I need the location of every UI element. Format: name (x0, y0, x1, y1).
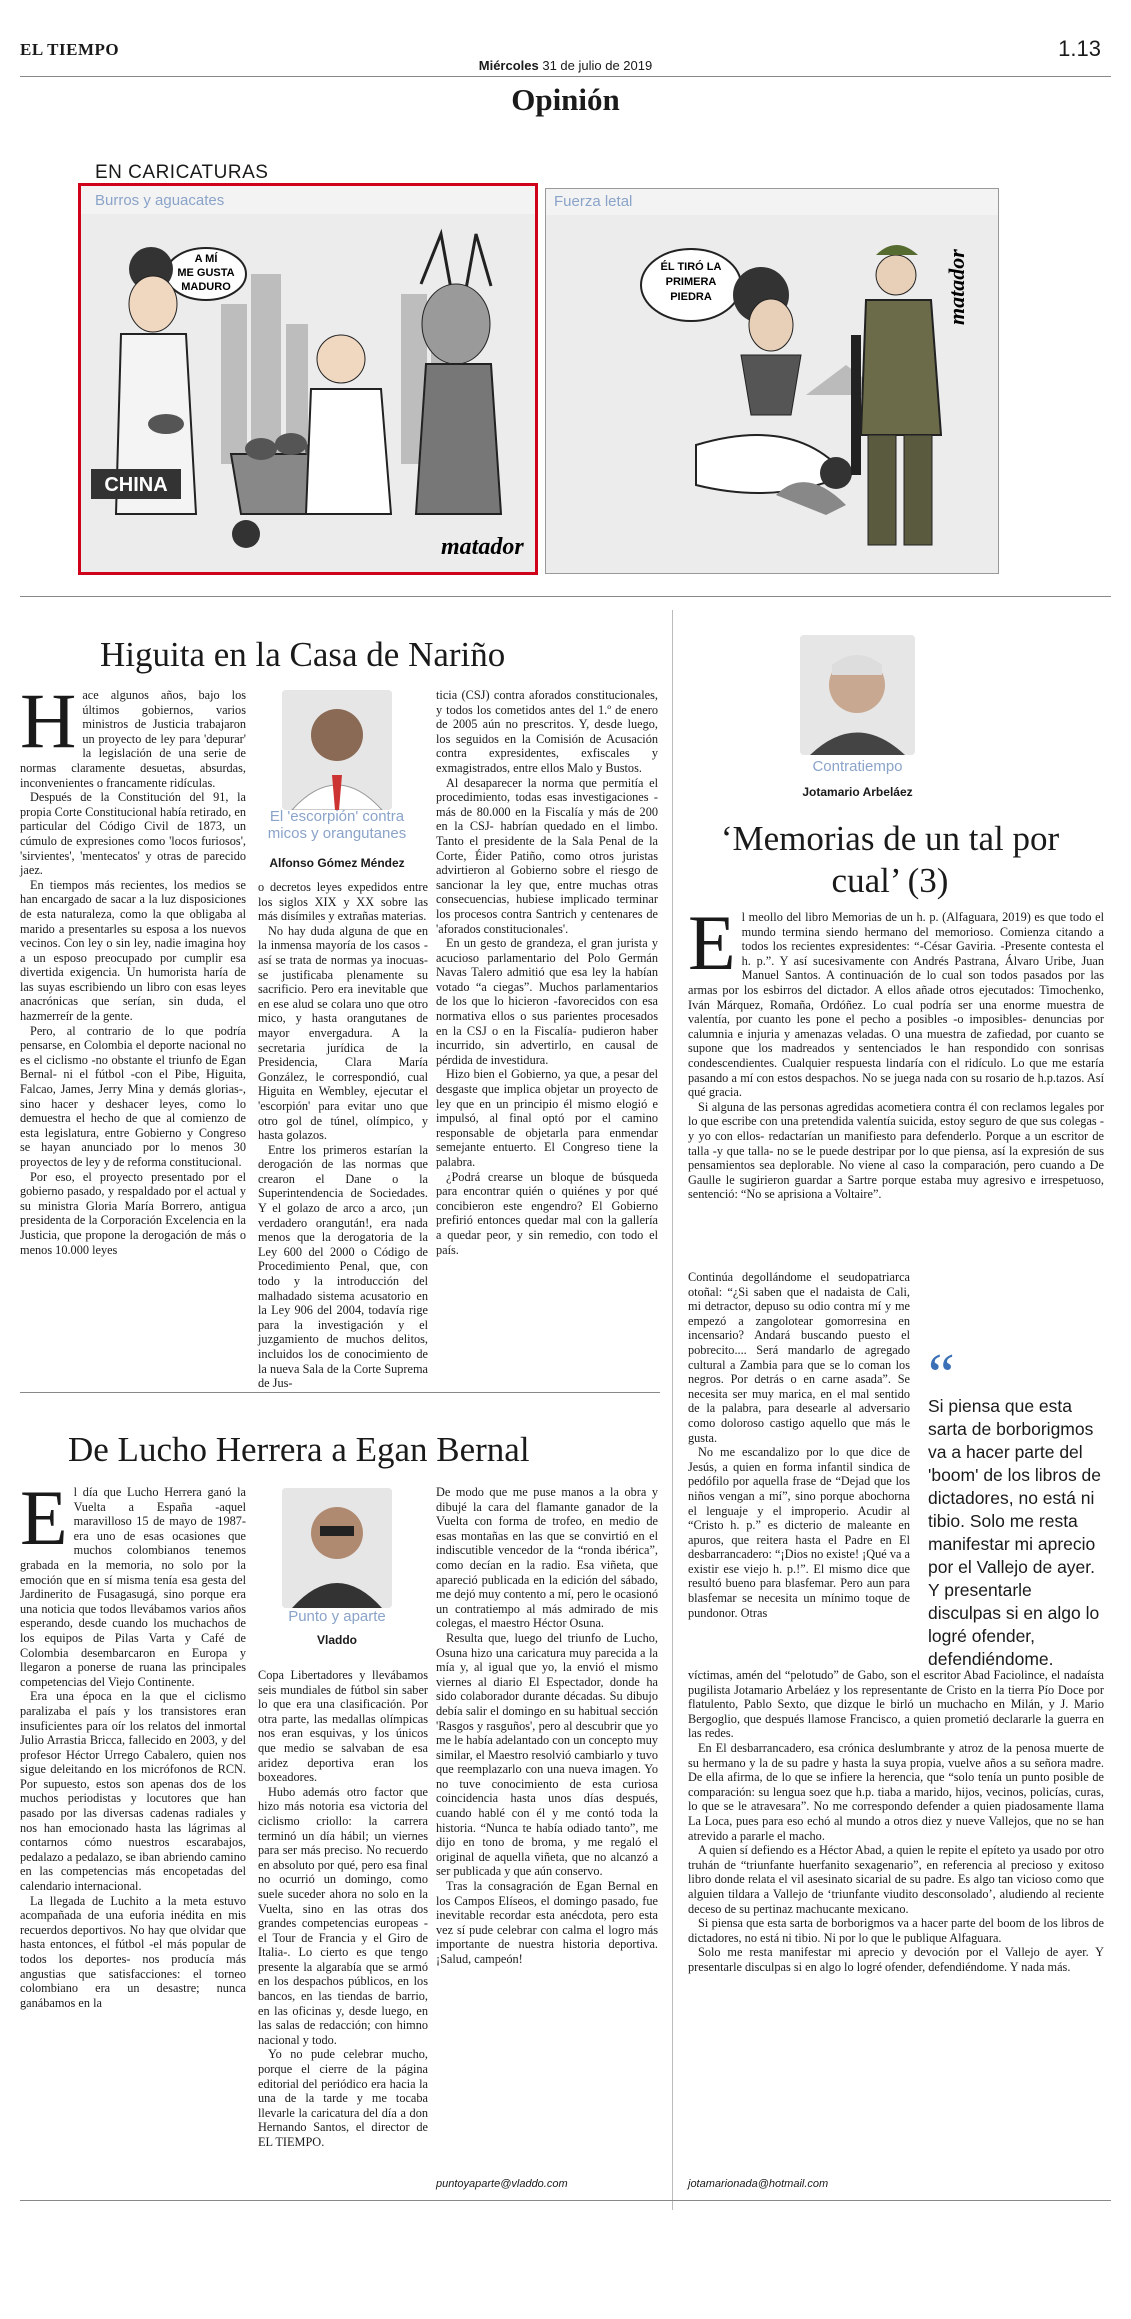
paragraph: La llegada de Luchito a la meta estuvo acompañada de una euforia inédita en mis recuerdos deportivos. No hay que olvidar que hasta entonces, el fútbol -el más popular de todos los deportes- nos producía más angustias que satisfacciones: el torneo colombiano era un desastre; nunca ganábamos en la (20, 1893, 246, 2010)
paragraph: En tiempos más recientes, los medios se han encargado de sacar a la luz disposiciones de esta naturaleza, como la que obligaba al marido a presentarles su esposa a los nuevos vecinos. Con ley o sin ley, nadie imagina hoy a un esposo preocupado por cumplir esa divertida exigencia. Un humorista haría de las suyas escribiendo un libro con esas leyes anacrónicas que serían, sin duda, el hazmerreír de la gente. (20, 877, 246, 1024)
paragraph: víctimas, amén del “pelotudo” de Gabo, son el escritor Abad Faciolince, el nadaísta pugilista Jotamario Arbeláez y los representante de Cristo en la tierra Pío Doce por flatulento, Pablo Sexto, que dizque le birló un muchacho en Milán, y J. Mario Bergoglio, que después llamose Francisco, a quien prometió declararle la guerra en las redes. (688, 1668, 1104, 1741)
header-rule (20, 76, 1111, 77)
article1-headline: Higuita en la Casa de Nariño (100, 635, 506, 674)
date-day: Miércoles (478, 58, 539, 73)
paragraph: Tras la consagración de Egan Bernal en los Campos Elíseos, el domingo pasado, fue inevitable recordar esta anécdota, pero esta vez sí pude celebrar con calma el logro más importante de nuestra historia deportiva. ¡Salud, campeón! (436, 1879, 658, 1966)
author-photo-gomez (282, 690, 392, 810)
paragraph: Al desaparecer la norma que permitía el procedimiento, todas esas investigaciones -más de 80.000 en la Fiscalía y más de 200 en la CSJ- habrían quedado en el limbo. Tanto el presidente de la Sala Penal de la Corte, Éider Patiño, como otros juristas advirtieron al Gobierno sobre el riesgo de sancionar la ley que, entre muchas otras consecuencias, hubiese implicado terminar los procesos contra Santrich y centenares de 'aforados constitucionales'. (436, 775, 658, 936)
paragraph: Después de la Constitución del 91, la propia Corte Constitucional había retirado, en particular del Código Civil de 1873, un cúmulo de expresiones como 'locos furiosos', 'sirvientes', 'mentecatos' y otras de parecido jaez. (20, 790, 246, 878)
article1-col1 (20, 677, 246, 1257)
svg-text:MADURO: MADURO (181, 281, 231, 293)
paragraph: De modo que me puse manos a la obra y dibujé la cara del flamante ganador de la Vuelta con forma de trofeo, en medio de esas montañas en las que se convirtió en el indiscutible vencedor de la “ronda ibérica”, como decían en la radio. Esa viñeta, que apareció publicada en la edición del sábado, me dejó muy contento a mí, pero le ocasionó un contratiempo al más admirado de mis colegas, el maestro Héctor Osuna. (436, 1485, 658, 1631)
paragraph: Pero, al contrario de lo que podría pensarse, en Colombia el deporte nacional no es el ciclismo -no obstante el triunfo de Egan Bernal- ni el fútbol -con el Pibe, Higuita, Falcao, James, Jerry Mina y demás glorias-, sino hacer y deshacer leyes, como lo demuestra el hecho de que al comienzo de esta legislatura, entre Gobierno y Congreso se hayan anunciado por lo menos 30 proyectos de ley y de reforma constitucional. (20, 1023, 246, 1169)
column-separator (672, 610, 673, 2210)
dropcap: E (688, 899, 736, 986)
pull-quote (928, 1342, 1106, 1671)
column-name: Contratiempo (812, 758, 903, 775)
paragraph: No me escandalizo por lo que dice de Jesús, a quien en forma infantil sindica de pedófilo por aquella frase de “Dejad que los niños vengan a mí”, sino porque abochorna el lenguaje y el improperio. Acudir al “Cristo h. p.” es dicterio de maleante en apuros, que reitera hasta el Padre en El desbarrancadero: “¡Dios no existe! ¡Qué va a existir ese viejo h. p.!”. El mismo dice que resultó bueno para blasfemar. Pero aun para blasfemar se necesita un mínimo toque de pundonor. Otras (688, 1445, 910, 1620)
paragraph: l meollo del libro Memorias de un h. p. (Alfaguara, 2019) es que todo el mundo termina siendo hermano del memorioso. Comienza citando a todos los recientes expresidentes: “-César Gaviria. -Presente contesta el h. p.”. Y así sucesivamente con Andrés Pastrana, Álvaro Uribe, Juan Manuel Santos. A continuación de lo cual son todos pasados por las armas por los esbirros del dictador. A ellos añade otros ejecutados: Timochenko, Iván Márquez, Romaña, Ordóñez. Lo cual podría ser una enorme muestra de valentía, por cuanto les pone el pecho a posibles -o imposibles- denuncias por calumnia e injuria y amenazas veladas. O una muestra de zafiedad, por cuanto se supone que los madreados y sentenciados le han respondido con sonrisas condescendientes. Cualquier respuesta lindaría con el ridículo. Lo que me estaría pasando a mí con estos despachos. No se juega nada con su rosario de h.p.tazos. Así qué gracia. (688, 910, 1104, 1100)
article2-headline: De Lucho Herrera a Egan Bernal (68, 1430, 530, 1469)
date-rest: 31 de julio de 2019 (542, 58, 653, 73)
svg-text:PRIMERA: PRIMERA (665, 276, 717, 288)
date-line (0, 58, 1131, 73)
paragraph: Solo me resta manifestar mi aprecio y devoción por el Vallejo de ayer. Y presentarle disculpas si en algo lo logré ofender, defendiéndome. Y nada más. (688, 1945, 1104, 1974)
paragraph: Resulta que, luego del triunfo de Lucho, Osuna hizo una caricatura muy parecida a la mía y, al igual que yo, la envió el mismo viernes al diario El Espectador, donde ha sido colaborador durante décadas. Su dibujo debía salir el domingo en su habitual sección 'Rasgos y rasguños', pero al descubrir que yo me le había adelantado con un concepto muy similar, el Maestro resolvió cambiarlo y tuvo que reemplazarlo con una nueva imagen. Yo no tuve conocimiento de esta curiosa coincidencia hasta unos días después, cuando hablé con él y me contó toda la historia. “Nunca te había odiado tanto”, me dijo en tono de broma, y me regaló el original de aquella viñeta, que no alcanzó a ser publicada y que aún conservo. (436, 1630, 658, 1879)
dropcap: E (20, 1474, 68, 1561)
author-email[interactable]: puntoyaparte@vladdo.com (436, 2178, 568, 2190)
author-name: Vladdo (316, 1633, 357, 1647)
paragraph: ticia (CSJ) contra aforados constitucionales, y todos los cometidos antes del 1.º de enero de 2005 aún no prescritos. Y, desde luego, los seguidos en la Comisión de Acusación contra expresidentes, exfiscales y exmagistrados, entre ellos Malo y Bustos. (436, 688, 658, 775)
paragraph: ace algunos años, bajo los últimos gobiernos, varios ministros de Justicia trabajaron un proyecto de ley para 'depurar' la legislación de una serie de normas claramente desuetas, absurdas, inconvenientes o francamente ridículas. (20, 688, 246, 790)
cartoon-drawing (81, 214, 535, 572)
paragraph: Yo no pude celebrar mucho, porque el cierre de la página editorial del periódico era hacia la una de la tarde y me tocaba llevarle la caricatura del día a don Hernando Santos, el director de EL TIEMPO. (258, 2047, 428, 2149)
page-number: 1.13 (1058, 36, 1101, 61)
paragraph: Si alguna de las personas agredidas acometiera contra él con reclamos legales por lo que escribe con una pretendida valentía suicida, estoy seguro de que sus colegas -y yo con ellos- redactarían un manifiesto para defenderlo. Porque a un escritor de talla -y que talla- no se le puede destripar por lo que piensa, así la expresión de sus pensamientos sea deplorable. No viene al caso la comparación, pero cuando a De Gaulle le sugirieron guardar a Sartre porque estaba muy agresivo e irrespetuoso, sentenció: “No se aprisiona a Voltaire”. (688, 1099, 1104, 1202)
paragraph: Copa Libertadores y llevábamos seis mundiales de fútbol sin saber lo que era una clasificación. Por otra parte, las medallas olímpicas nos eran esquivas, y los únicos que medio se salvaban de esa aridez deportiva eran los boxeadores. (258, 1668, 428, 1785)
footer-rule (20, 2200, 1111, 2201)
masthead: EL TIEMPO (20, 40, 120, 59)
paragraph: ¿Podrá crearse un bloque de búsqueda para encontrar quién o quiénes y por qué concibieron este engendro? El Gobierno prefirió entonces quedar mal con la gallería a quedar peor, y sin remedio, con todo el país. (436, 1169, 658, 1257)
article-divider (20, 1392, 660, 1393)
svg-text:ME GUSTA: ME GUSTA (177, 267, 235, 279)
cartoon-signature: matador (944, 249, 969, 325)
cartoon-title: Burros y aguacates (95, 192, 225, 209)
paragraph: Hizo bien el Gobierno, ya que, a pesar del desgaste que implica objetar un proyecto de ley que en un principio él mismo elogió e impulsó, al final optó por el camino responsable de objetarla para enmendar semejante entuerto. El Congreso tiene la palabra. (436, 1067, 658, 1169)
article2-col3 (436, 1485, 658, 1967)
article3-col-narrow (688, 1270, 910, 1620)
paragraph: o decretos leyes expedidos entre los siglos XIX y XX sobre las más disímiles y extrañas materias. (258, 880, 428, 924)
article2-col2 (258, 1668, 428, 2150)
article1-col2 (258, 880, 428, 1391)
paragraph: A quien sí defiendo es a Héctor Abad, a quien le repite el epíteto ya usado por otro truhán de “triunfante huerfanito sexagenario”, en referencia al precioso y exitoso libro donde relata el vil asesinato sicarial de su padre. Es algo tan vicioso como que alguien tildara a Vallejo de ‘triunfante viudito desconsolado’, aludiendo al reciente deceso de su pertinaz machucante mexicano. (688, 1843, 1104, 1916)
author-name: Jotamario Arbeláez (802, 785, 913, 799)
author-email[interactable]: jotamarionada@hotmail.com (688, 2178, 829, 2190)
cartoon-signature: matador (441, 534, 524, 560)
quote-icon: “ (928, 1342, 955, 1408)
column-name: Punto y aparte (288, 1608, 386, 1625)
cart-label-text: CHINA (104, 474, 168, 496)
paragraph: En un gesto de grandeza, el gran jurista y acucioso parlamentario del Polo Germán Navas Talero admitió que esa ley la habían votado “a ciegas”. Muchos parlamentarios de los que lo hicieron -favorecidos con esa normativa ellos o sus parientes procesados en la CSJ o en la Fiscalía- pudieron haber incurrido, sin advertirlo, en causal de pérdida de investidura. (436, 936, 658, 1067)
cartoon-rule (20, 596, 1111, 597)
cartoons-section-label: EN CARICATURAS (95, 162, 269, 183)
svg-text:PIEDRA: PIEDRA (670, 291, 712, 303)
pull-quote-text: Si piensa que esta sarta de borborigmos va a hacer parte del 'boom' de los libros de dictadores, no está ni tibio. Solo me resta manifestar mi aprecio por el Vallejo de ayer. Y presentarle disculpas si en algo lo logré ofender, defendiéndome. (928, 1396, 1102, 1669)
section-title: Opinión (511, 82, 620, 117)
column-name: El 'escorpión' contra micos y orangutanes (267, 808, 407, 842)
paragraph: Entre los primeros estarían la derogación de las normas que crearon el Dane o la Superintendencia de Sociedades. Y el golazo de arco a arco, ¡un verdadero orangután!, era nada menos que la derogatoria de la Ley 600 del 2000 o Código de Procedimiento Penal, que, con todo y la introducción del malhadado sistema acusatorio en la Ley 906 del 2004, todavía rige para la investigación y el juzgamiento de muchos delitos, incluidos los de conocimiento de la nueva Sala de la Corte Suprema de Jus- (258, 1142, 428, 1391)
svg-text:A MÍ: A MÍ (194, 253, 218, 265)
cartoon-title: Fuerza letal (554, 193, 633, 210)
paragraph: l día que Lucho Herrera ganó la Vuelta a España -aquel maravilloso 15 de mayo de 1987- era uno de esas ocasiones que muchos colombianos tenemos grabada en la memoria, no solo por la emoción que en sí misma tenía esa gesta del Jardinerito de Fusagasugá, sino porque era una noticia que todos llevábamos varios años esperando, desde cuando los muchachos de los equipos de Pilas Varta y Café de Colombia desembarcaron en Europa y llegaron a ponerse de ruana las principales competencias del Viejo Continente. (20, 1485, 246, 1689)
article3-headline: ‘Memorias de un tal por cual’ (3) (720, 819, 1060, 900)
author-name: Alfonso Gómez Méndez (269, 856, 405, 870)
dropcap: H (20, 677, 77, 764)
paragraph: No hay duda alguna de que en la inmensa mayoría de los casos -así se trata de normas ya inocuas- se justificaba plenamente su sacrificio. Pero era inevitable que en ese alud se colara uno que otro mico, y hasta orangutanes de mayor envergadura. A la secretaria jurídica de la Presidencia, Clara María González, le correspondió, cual Higuita en Wembley, ejecutar el 'escorpión' para evitar uno que otro gol de túnel, olímpico, y hasta golazos. (258, 923, 428, 1143)
paragraph: Por eso, el proyecto presentado por el gobierno pasado, y respaldado por el actual y su ministra Gloria María Borrero, antigua presidenta de la Corporación Excelencia en la Justicia, que propone la derogación de más o menos 10.000 leyes (20, 1169, 246, 1257)
cartoon-drawing (546, 215, 998, 573)
article1-col3 (436, 688, 658, 1257)
paragraph: En El desbarrancadero, esa crónica deslumbrante y atroz de la penosa muerte de su hermano y la de su padre y hasta la suya propia, vuelve años a su señora madre. De ella afirma, de lo que se infiere la herencia, que “solo tenía un punto posible de comparación: su lengua soez que h.p. tiaba a marido, hijos, vecinos, policías, curas, lo que se le atravesara”. No me correspondo defender a quien piadosamente llama La Loca, pues para eso echó al mundo a otros diez y nueve Vallejos, que no se han atrevido a pararle el macho. (688, 1740, 1104, 1843)
paragraph: Si piensa que esta sarta de borborigmos va a hacer parte del boom de los libros de dictadores, no está ni tibio. Ni por lo que le publique Alfaguara. (688, 1916, 1104, 1945)
cartoon-fuerza-letal (545, 188, 999, 574)
svg-text:ÉL TIRÓ LA: ÉL TIRÓ LA (660, 261, 722, 273)
paragraph: Era una época en la que el ciclismo paralizaba el país y los transistores eran insuficientes para oír los relatos del inmortal Julio Arrastia Bricca, fallecido en 2003, y del profesor Héctor Urrego Cabalero, quien nos sigue deleitando en los micrófonos de RCN. Por supuesto, estos son apenas dos de los muchos periodistas y locutores que han pasado por las diversas cadenas radiales y nos han emocionado hasta las lágrimas al contarnos cómo nuestros escarabajos, pedalazo a pedalazo, se iban abriendo camino en las competencias más encopetadas del calendario internacional. (20, 1689, 246, 1894)
paragraph: Continúa degollándome el seudopatriarca otoñal: “¿Si saben que el nadaista de Cali, mi detractor, depuso su odio contra mí y me empezó a zangolotear gomorresina en incensario? Andará buscando puesto el pobrecito.... Será mandarlo de agregado cultural a Zambia para que se lo coman los negros. Por detrás o en carne asada”. Se necesita ser muy marica, en el mal sentido de la palabra, para desearle al adversario como doloroso castigo aquello que más le gusta. (688, 1270, 910, 1445)
article3-intro (688, 899, 1104, 1202)
cartoon-burros-aguacates (78, 183, 538, 575)
author-photo-vladdo (282, 1488, 392, 1608)
article3-outro (688, 1668, 1104, 1974)
paragraph: Hubo además otro factor que hizo más notoria esa victoria del ciclismo criollo: la carrera terminó un día hábil; un viernes para ser más preciso. No recuerdo en absoluto por qué, pero esa final no ocurrió un domingo, como suele suceder ahora no solo en la Vuelta, sino en las otras dos grandes competencias europeas -el Tour de Francia y el Giro de Italia-. Lo cierto es que tengo presente la algarabía que se armó en los despachos públicos, en los bancos, en las tiendas de barrio, en las oficinas y, desde luego, en las salas de redacción; con himno nacional y todo. (258, 1784, 428, 2047)
article2-col1 (20, 1474, 246, 2010)
author-photo-arbelaez (800, 635, 915, 755)
